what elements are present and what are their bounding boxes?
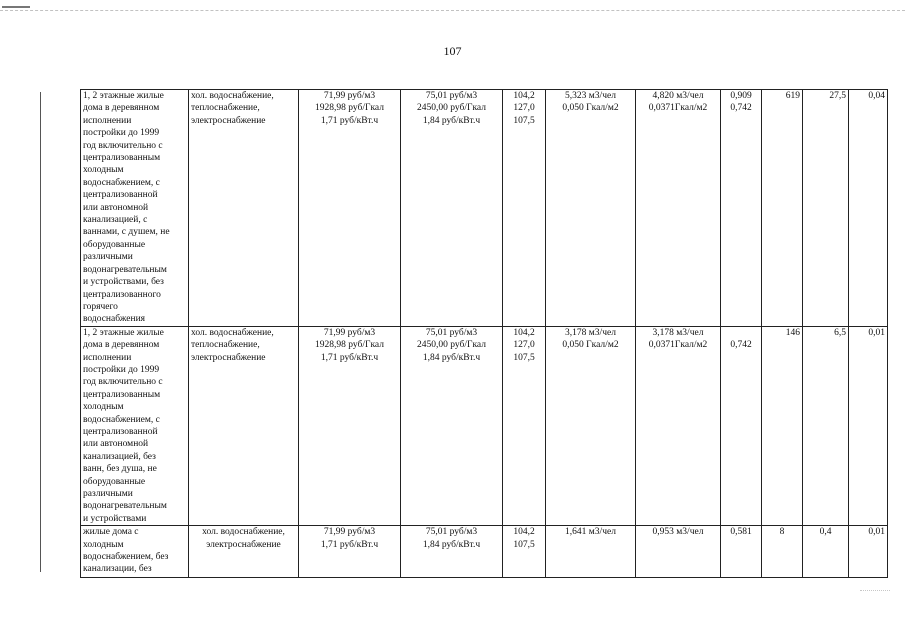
cell-services: хол. водоснабжение, теплоснабжение, электроснабжение	[189, 90, 299, 327]
cell-tariffs-a: 71,99 руб/м3 1,71 руб/кВт.ч	[299, 526, 401, 578]
cell-indices: 104,2 127,0 107,5	[503, 90, 546, 327]
cell-value: 27,5	[803, 90, 849, 327]
cell-housing-type: 1, 2 этажные жилые дома в деревянном исполнении постройки до 1999 год включительно с централизованным холодным водоснабжением, с централизованной или автономной канализацией, без ванн, без душа, не оборудованные различными водонагревательным и устройствами	[81, 326, 189, 526]
cell-tariffs-a: 71,99 руб/м3 1928,98 руб/Гкал 1,71 руб/кВт.ч	[299, 90, 401, 327]
scan-artifact-corner	[2, 6, 30, 8]
cell-norms-b: 4,820 м3/чел 0,0371Гкал/м2	[636, 90, 721, 327]
scan-artifact-bottom	[860, 590, 890, 605]
cell-tariffs-b: 75,01 руб/м3 2450,00 руб/Гкал 1,84 руб/кВт.ч	[401, 326, 503, 526]
cell-services: хол. водоснабжение, теплоснабжение, электроснабжение	[189, 326, 299, 526]
table-row	[81, 90, 888, 327]
cell-indices: 104,2 127,0 107,5	[503, 326, 546, 526]
cell-coefficients: 0,581	[721, 526, 762, 578]
cell-norms-b: 0,953 м3/чел	[636, 526, 721, 578]
cell-norms-a: 3,178 м3/чел 0,050 Гкал/м2	[546, 326, 636, 526]
cell-count: 619	[762, 90, 803, 327]
table-row	[81, 326, 888, 526]
cell-coefficients: 0,909 0,742	[721, 90, 762, 327]
cell-value: 0,4	[803, 526, 849, 578]
cell-count: 146	[762, 326, 803, 526]
cell-tariffs-b: 75,01 руб/м3 2450,00 руб/Гкал 1,84 руб/кВт.ч	[401, 90, 503, 327]
cell-share: 0,04	[849, 90, 888, 327]
page-number: 107	[443, 44, 462, 58]
cell-tariffs-b: 75,01 руб/м3 1,84 руб/кВт.ч	[401, 526, 503, 578]
cell-share: 0,01	[849, 526, 888, 578]
table-row	[81, 526, 888, 578]
cell-norms-b: 3,178 м3/чел 0,0371Гкал/м2	[636, 326, 721, 526]
cell-coefficients: 0,742	[721, 326, 762, 526]
left-margin-rule	[40, 92, 41, 572]
cell-services: хол. водоснабжение, электроснабжение	[189, 526, 299, 578]
cell-indices: 104,2 107,5	[503, 526, 546, 578]
cell-housing-type: жилые дома с холодным водоснабжением, без канализации, без	[81, 526, 189, 578]
cell-count: 8	[762, 526, 803, 578]
cell-housing-type: 1, 2 этажные жилые дома в деревянном исполнении постройки до 1999 год включительно с централизованным холодным водоснабжением, с централизованной или автономной канализацией, с ваннами, с душем, не оборудованные различными водонагревательным и устройствами, без централизованного горячего водоснабжения	[81, 90, 189, 327]
tariff-table	[80, 89, 888, 578]
cell-norms-a: 5,323 м3/чел 0,050 Гкал/м2	[546, 90, 636, 327]
cell-tariffs-a: 71,99 руб/м3 1928,98 руб/Гкал 1,71 руб/кВт.ч	[299, 326, 401, 526]
cell-norms-a: 1,641 м3/чел	[546, 526, 636, 578]
cell-share: 0,01	[849, 326, 888, 526]
scan-artifact-top	[0, 10, 905, 13]
cell-value: 6,5	[803, 326, 849, 526]
